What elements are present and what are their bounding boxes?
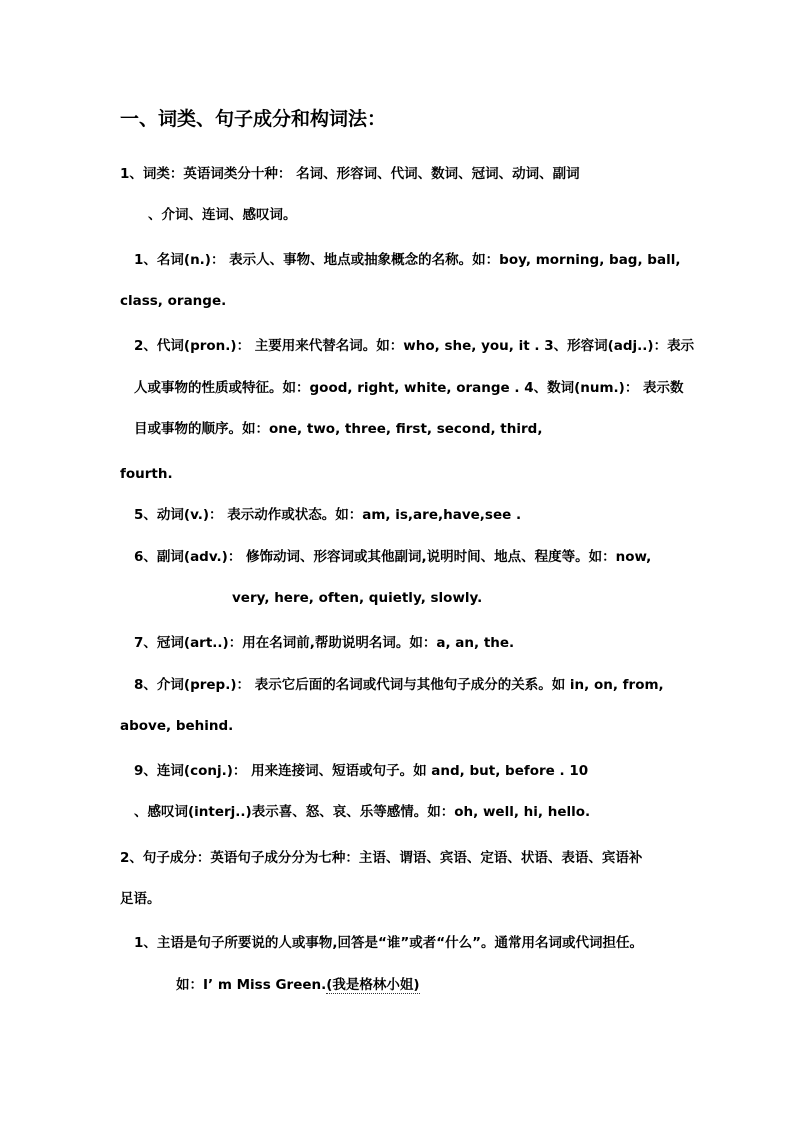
paragraph-line: 目或事物的顺序。如：one, two, three, first, second, third,	[134, 421, 543, 437]
paragraph-line: above, behind.	[120, 718, 234, 734]
example-sentence: 如：I’ m Miss Green.	[176, 977, 327, 993]
paragraph-line: 1、主语是句子所要说的人或事物,回答是“谁”或者“什么”。通常用名词或代词担任。	[134, 935, 644, 951]
paragraph-line: 1、词类：英语词类分十种： 名词、形容词、代词、数词、冠词、动词、副词	[120, 166, 580, 182]
paragraph-line: very, here, often, quietly, slowly.	[232, 590, 483, 606]
paragraph-line: 5、动词(v.)： 表示动作或状态。如：am, is,are,have,see .	[134, 507, 522, 523]
example-line	[176, 976, 420, 994]
example-translation: (我是格林小姐)	[326, 977, 420, 993]
paragraph-line: 7、冠词(art..)：用在名词前,帮助说明名词。如：a, an, the.	[134, 635, 515, 651]
paragraph-line: 足语。	[120, 891, 161, 907]
paragraph-line: 2、代词(pron.)： 主要用来代替名词。如：who, she, you, it . 3、形容词(adj..)：表示	[134, 338, 695, 354]
paragraph-line: 8、介词(prep.)： 表示它后面的名词或代词与其他句子成分的关系。如 in, on, from,	[134, 677, 664, 693]
paragraph-line: fourth.	[120, 466, 173, 482]
paragraph-line: 9、连词(conj.)： 用来连接词、短语或句子。如 and, but, before . 10	[134, 763, 589, 779]
paragraph-line: 人或事物的性质或特征。如：good, right, white, orange . 4、数词(num.)： 表示数	[134, 380, 684, 396]
section-heading: 一、词类、句子成分和构词法：	[120, 108, 387, 130]
paragraph-line: class, orange.	[120, 293, 227, 309]
paragraph-line: 2、句子成分：英语句子成分分为七种：主语、谓语、宾语、定语、状语、表语、宾语补	[120, 850, 643, 866]
paragraph-line: 、介词、连词、感叹词。	[148, 207, 297, 223]
paragraph-line: 1、名词(n.)： 表示人、事物、地点或抽象概念的名称。如：boy, morning, bag, ball,	[134, 252, 681, 268]
paragraph-line: 、感叹词(interj..)表示喜、怒、哀、乐等感情。如：oh, well, hi, hello.	[134, 804, 591, 820]
paragraph-line: 6、副词(adv.)： 修饰动词、形容词或其他副词,说明时间、地点、程度等。如：now,	[134, 549, 652, 565]
